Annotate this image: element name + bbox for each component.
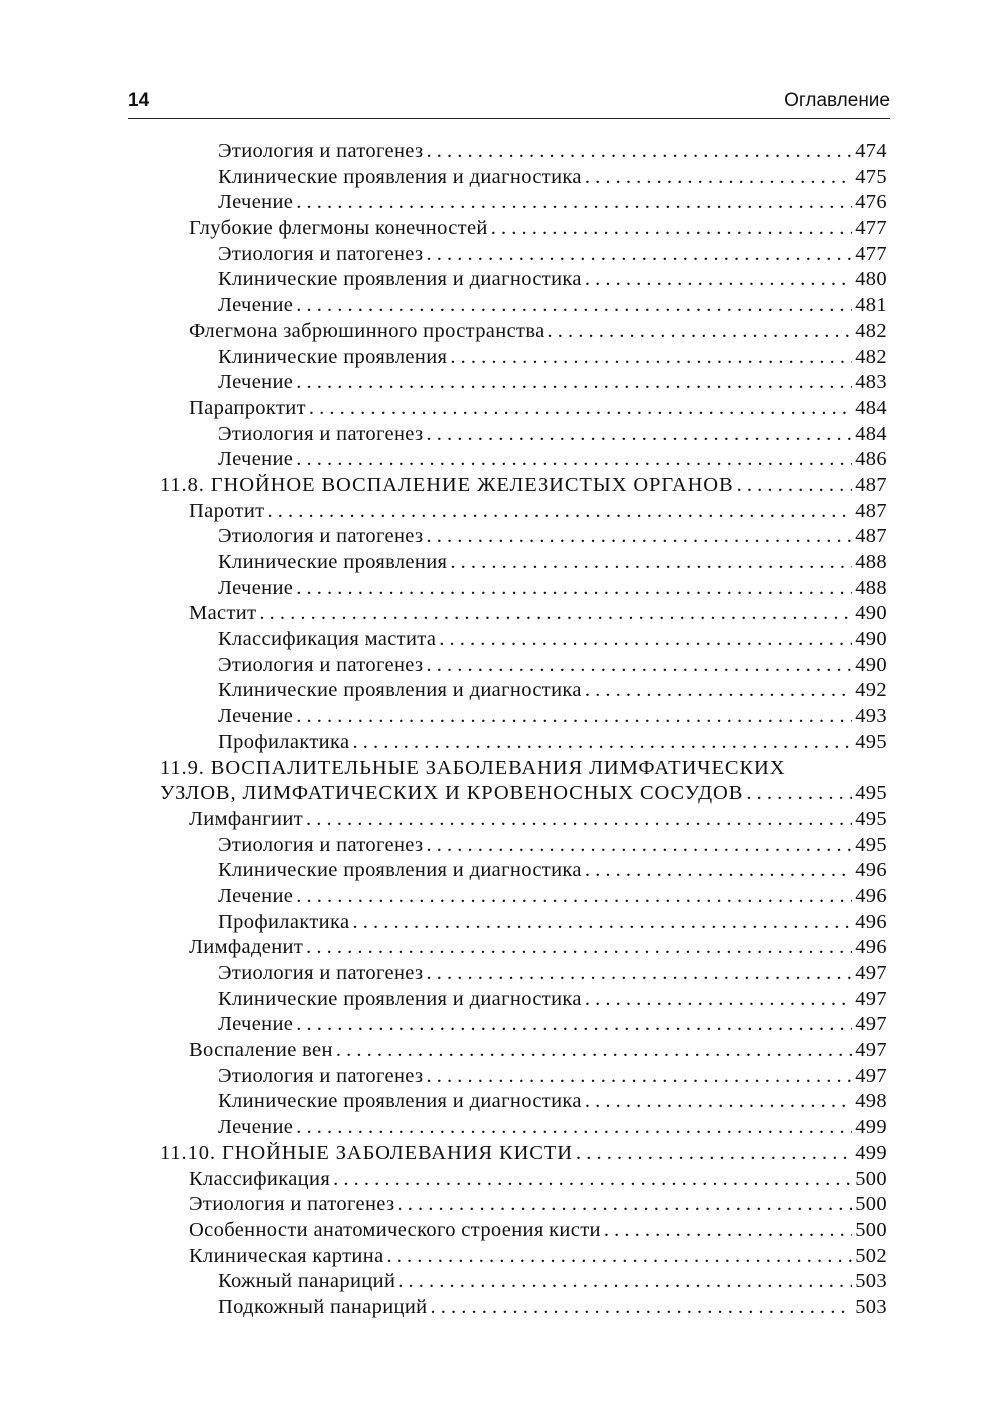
toc-entry-page: 488	[855, 551, 887, 573]
toc-entry-title: Клинические проявления и диагностика	[218, 268, 582, 291]
toc-entry[interactable]	[160, 1089, 887, 1115]
dot-leader	[426, 961, 852, 987]
toc-entry-title: Паротит	[189, 499, 265, 522]
toc-entry-title: Подкожный панариций	[218, 1295, 428, 1318]
dot-leader	[585, 267, 852, 293]
toc-entry-page: 487	[855, 499, 887, 522]
toc-entry-title: Мастит	[189, 602, 257, 625]
toc-entry-title: УЗЛОВ, ЛИМФАТИЧЕСКИХ И КРОВЕНОСНЫХ СОСУДОВ	[160, 782, 744, 805]
toc-entry-page: 488	[855, 576, 887, 599]
dot-leader	[306, 807, 852, 833]
toc-entry[interactable]	[160, 601, 887, 627]
toc-entry-page: 495	[855, 730, 887, 753]
dot-leader	[426, 422, 852, 448]
toc-entry-title: Этиология и патогенез	[218, 422, 424, 445]
toc-entry[interactable]	[160, 190, 887, 216]
dot-leader	[450, 550, 852, 576]
toc-entry[interactable]	[160, 807, 887, 833]
toc-entry-title: Этиология и патогенез	[218, 242, 424, 265]
toc-entry-title: Особенности анатомического строения кисти	[189, 1218, 601, 1241]
toc-entry-title: Этиология и патогенез	[218, 525, 424, 548]
toc-entry-title: Лечение	[218, 191, 294, 214]
toc-entry-title: Классификация мастита	[218, 628, 437, 651]
dot-leader	[296, 370, 852, 396]
toc-entry[interactable]	[160, 576, 887, 602]
toc-entry-page: 483	[855, 371, 887, 394]
toc-entry-page: 497	[855, 1064, 887, 1087]
dot-leader	[585, 987, 852, 1013]
dot-leader	[426, 139, 852, 165]
toc-entry-page: 496	[855, 936, 887, 959]
dot-leader	[576, 1141, 852, 1167]
dot-leader	[296, 1012, 852, 1038]
toc-entry[interactable]	[160, 1269, 887, 1295]
dot-leader	[426, 524, 852, 550]
toc-entry[interactable]	[160, 1012, 887, 1038]
toc-entry-page: 497	[855, 1013, 887, 1036]
toc-entry[interactable]	[160, 858, 887, 884]
dot-leader	[296, 293, 852, 319]
dot-leader	[585, 165, 852, 191]
dot-leader	[397, 1192, 852, 1218]
toc-entry-title: Лечение	[218, 576, 294, 599]
toc-entry-page: 499	[855, 1141, 887, 1164]
toc-entry[interactable]	[160, 422, 887, 448]
toc-entry-page: 496	[855, 910, 887, 933]
toc-entry[interactable]	[160, 1244, 887, 1270]
toc-entry-title: Лечение	[218, 1013, 294, 1036]
toc-entry-page: 497	[855, 962, 887, 984]
toc-entry-page: 490	[855, 653, 887, 676]
toc-entry[interactable]	[160, 267, 887, 293]
toc-entry[interactable]	[160, 550, 887, 576]
toc-entry-page: 495	[855, 807, 887, 830]
toc-entry-page: 490	[855, 628, 887, 651]
toc-entry-title: Этиология и патогенез	[218, 833, 424, 856]
dot-leader	[296, 190, 852, 216]
page-number: 14	[128, 90, 150, 111]
toc-entry-title: 11.8. ГНОЙНОЕ ВОСПАЛЕНИЕ ЖЕЛЕЗИСТЫХ ОРГАНОВ	[160, 473, 734, 496]
dot-leader	[450, 345, 852, 371]
toc-entry-page: 484	[855, 422, 887, 445]
toc-entry-page: 482	[855, 319, 887, 342]
toc-entry[interactable]	[160, 1295, 887, 1321]
toc-entry-title: Клиническая картина	[189, 1244, 384, 1267]
dot-leader	[296, 1115, 852, 1141]
toc-entry[interactable]	[160, 242, 887, 268]
toc-entry-title: Глубокие флегмоны конечностей	[189, 217, 488, 240]
dot-leader	[296, 576, 852, 602]
dot-leader	[398, 1269, 852, 1295]
toc-entry-page: 502	[855, 1244, 887, 1267]
running-title: Оглавление	[784, 90, 890, 111]
toc-entry-page: 490	[855, 602, 887, 625]
toc-entry-title: Лечение	[218, 448, 294, 471]
toc-entry-title: Парапроктит	[189, 396, 306, 419]
table-of-contents	[160, 139, 887, 1321]
toc-entry[interactable]	[160, 447, 887, 473]
toc-entry-title: Воспаление вен	[189, 1039, 333, 1062]
toc-entry[interactable]	[160, 396, 887, 422]
toc-entry[interactable]	[160, 627, 887, 653]
toc-entry-title: Клинические проявления и диагностика	[218, 679, 582, 702]
dot-leader	[430, 1295, 852, 1321]
toc-entry-page: 496	[855, 884, 887, 907]
toc-entry[interactable]	[160, 704, 887, 730]
toc-entry-title: Лимфаденит	[189, 936, 304, 959]
toc-entry-page: 495	[855, 833, 887, 856]
toc-entry[interactable]	[160, 1218, 887, 1244]
toc-entry[interactable]	[160, 730, 887, 756]
toc-entry-title: Клинические проявления и диагностика	[218, 165, 582, 188]
page-header	[128, 88, 890, 119]
dot-leader	[439, 627, 852, 653]
toc-entry-page: 500	[855, 1218, 887, 1241]
toc-entry-title: Клинические проявления	[218, 551, 448, 573]
toc-entry-page: 500	[855, 1167, 887, 1190]
toc-entry-page: 486	[855, 448, 887, 471]
dot-leader	[259, 601, 852, 627]
dot-leader	[585, 1089, 852, 1115]
toc-entry-title: Классификация	[189, 1167, 331, 1190]
toc-entry-page: 481	[855, 294, 887, 317]
toc-entry[interactable]	[160, 1064, 887, 1090]
toc-entry-title: Клинические проявления и диагностика	[218, 1090, 582, 1113]
dot-leader	[309, 396, 852, 422]
toc-entry-page: 487	[855, 525, 887, 548]
dot-leader	[387, 1244, 853, 1270]
toc-entry-title: Клинические проявления и диагностика	[218, 987, 582, 1010]
toc-entry[interactable]	[160, 653, 887, 679]
dot-leader	[333, 1167, 852, 1193]
toc-entry-page: 493	[855, 705, 887, 728]
toc-entry[interactable]	[160, 499, 887, 525]
toc-entry-page: 496	[855, 859, 887, 882]
dot-leader	[548, 319, 853, 345]
toc-entry-page: 498	[855, 1090, 887, 1113]
toc-entry-page: 495	[855, 782, 887, 805]
toc-entry[interactable]	[160, 293, 887, 319]
toc-entry-title: Клинические проявления и диагностика	[218, 859, 582, 882]
toc-entry-page: 499	[855, 1116, 887, 1139]
dot-leader	[604, 1218, 852, 1244]
toc-entry-page: 480	[855, 268, 887, 291]
toc-entry-title: Лечение	[218, 884, 294, 907]
toc-entry[interactable]	[160, 139, 887, 165]
toc-entry-page: 497	[855, 987, 887, 1010]
dot-leader	[267, 499, 852, 525]
dot-leader	[352, 730, 852, 756]
toc-entry-title: Лечение	[218, 294, 294, 317]
toc-entry[interactable]	[160, 1038, 887, 1064]
dot-leader	[426, 242, 852, 268]
toc-entry-page: 477	[855, 217, 887, 240]
toc-entry-page: 487	[855, 473, 887, 496]
toc-entry-title: Профилактика	[218, 730, 350, 753]
toc-entry-title: Этиология и патогенез	[189, 1193, 395, 1216]
toc-entry[interactable]	[160, 910, 887, 936]
toc-entry-title: Клинические проявления	[218, 345, 448, 368]
toc-section-entry[interactable]	[160, 473, 887, 499]
toc-section-entry[interactable]	[160, 781, 887, 807]
toc-entry-title: Этиология и патогенез	[218, 962, 424, 984]
toc-entry[interactable]	[160, 345, 887, 371]
dot-leader	[426, 833, 852, 859]
dot-leader	[352, 910, 852, 936]
toc-entry-page: 497	[855, 1039, 887, 1062]
toc-entry-page: 477	[855, 242, 887, 265]
toc-entry-page: 500	[855, 1193, 887, 1216]
toc-entry[interactable]	[160, 1192, 887, 1218]
toc-entry-title: Кожный панариций	[218, 1270, 396, 1293]
toc-entry[interactable]	[160, 987, 887, 1013]
toc-entry-page: 475	[855, 165, 887, 188]
dot-leader	[585, 678, 852, 704]
toc-entry[interactable]	[160, 370, 887, 396]
toc-entry[interactable]	[160, 524, 887, 550]
toc-entry[interactable]	[160, 678, 887, 704]
toc-entry-title: Лечение	[218, 705, 294, 728]
toc-entry[interactable]	[160, 319, 887, 345]
toc-entry[interactable]	[160, 1167, 887, 1193]
toc-entry-title: Флегмона забрюшинного пространства	[189, 319, 545, 342]
dot-leader	[746, 781, 852, 807]
toc-entry-title: Лимфангиит	[189, 807, 304, 830]
toc-entry-title: Лечение	[218, 371, 294, 394]
toc-entry[interactable]	[160, 216, 887, 242]
dot-leader	[426, 653, 852, 679]
toc-entry-title: Этиология и патогенез	[218, 1064, 424, 1087]
toc-entry-title: 11.10. ГНОЙНЫЕ ЗАБОЛЕВАНИЯ КИСТИ	[160, 1141, 573, 1164]
dot-leader	[585, 858, 852, 884]
toc-entry-page: 492	[855, 679, 887, 702]
dot-leader	[296, 704, 852, 730]
toc-entry[interactable]	[160, 961, 887, 987]
toc-section-entry[interactable]	[160, 1141, 887, 1167]
dot-leader	[296, 884, 852, 910]
toc-entry[interactable]	[160, 1115, 887, 1141]
dot-leader	[426, 1064, 852, 1090]
toc-entry-page: 482	[855, 345, 887, 368]
dot-leader	[336, 1038, 852, 1064]
toc-entry[interactable]	[160, 935, 887, 961]
toc-entry[interactable]	[160, 884, 887, 910]
dot-leader	[737, 473, 853, 499]
toc-entry[interactable]	[160, 165, 887, 191]
toc-entry-title: Профилактика	[218, 910, 350, 933]
toc-entry-title: Лечение	[218, 1116, 294, 1139]
toc-entry-page: 474	[855, 140, 887, 162]
toc-entry-page: 503	[855, 1295, 887, 1318]
toc-entry-page: 503	[855, 1270, 887, 1293]
dot-leader	[306, 935, 852, 961]
toc-entry[interactable]	[160, 833, 887, 859]
toc-section-title-line: 11.9. ВОСПАЛИТЕЛЬНЫЕ ЗАБОЛЕВАНИЯ ЛИМФАТИЧЕСКИХ	[160, 756, 786, 779]
toc-entry-title: Этиология и патогенез	[218, 653, 424, 676]
toc-entry-page: 476	[855, 191, 887, 214]
dot-leader	[491, 216, 852, 242]
toc-entry-title: Этиология и патогенез	[218, 140, 424, 162]
dot-leader	[296, 447, 852, 473]
toc-entry-page: 484	[855, 396, 887, 419]
